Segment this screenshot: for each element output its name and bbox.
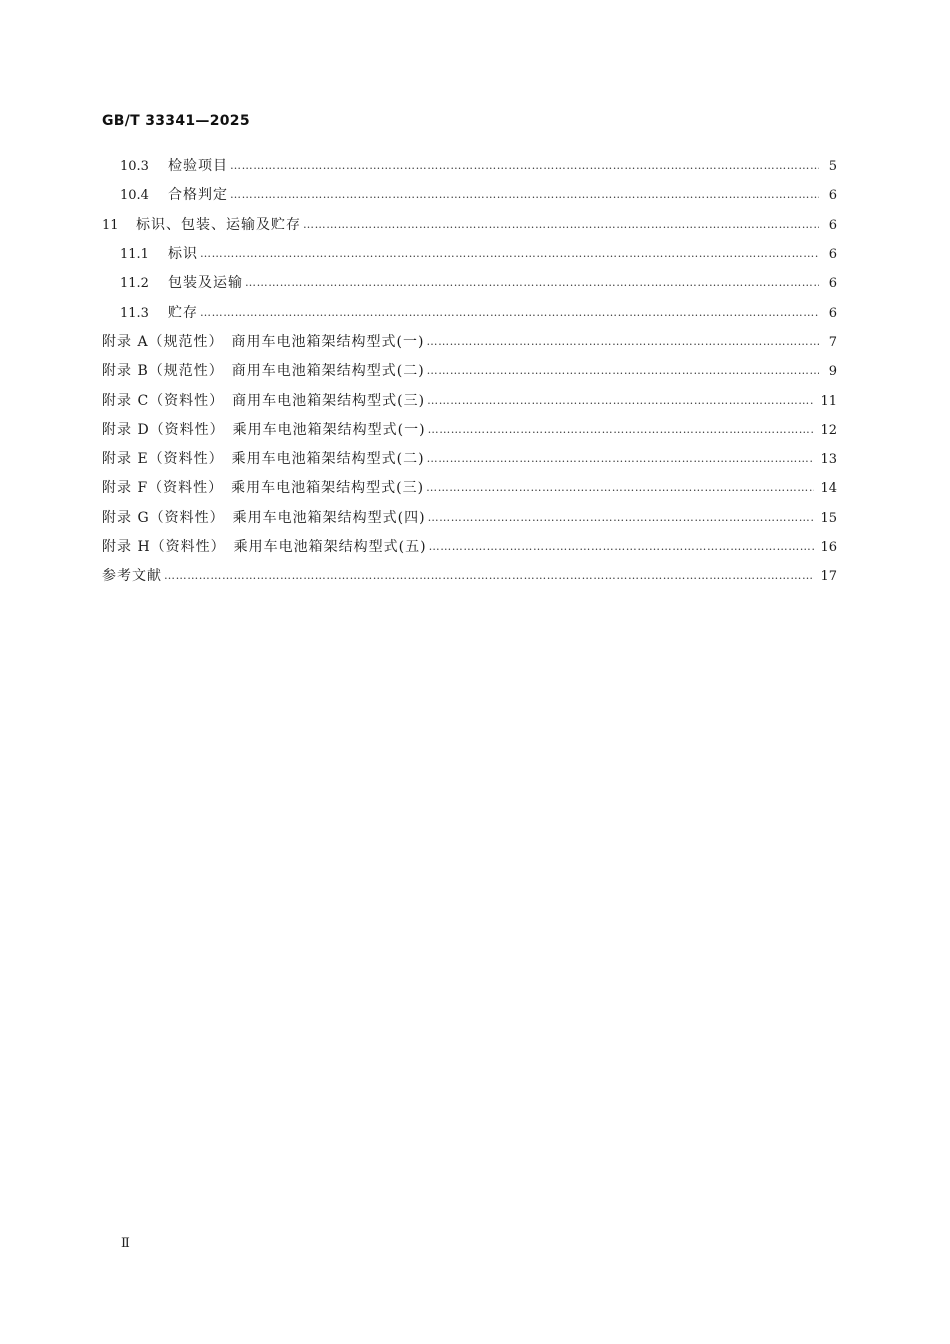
toc-entry-title: 附录 G（资料性） 乘用车电池箱架结构型式(四) (102, 509, 426, 526)
toc-entry-appendix[interactable] (102, 357, 837, 386)
toc-entry-appendix[interactable] (102, 416, 837, 445)
toc-entry-appendix[interactable] (102, 504, 837, 533)
toc-entry-title: 标识、包装、运输及贮存 (136, 216, 301, 233)
toc-entry-title: 附录 H（资料性） 乘用车电池箱架结构型式(五) (102, 539, 427, 555)
toc-entry-title: 合格判定 (168, 187, 228, 204)
toc-entry-title: 附录 E（资料性） 乘用车电池箱架结构型式(二) (102, 451, 425, 468)
toc-entry-title: 包装及运输 (168, 275, 243, 292)
toc-entry-title: 标识 (168, 246, 198, 263)
toc-entry-page: 13 (820, 452, 837, 468)
toc-entry-page: 14 (820, 481, 837, 497)
toc-leader-dots (164, 561, 814, 590)
toc-entry-number: 10.3 (120, 159, 149, 175)
toc-entry-number: 11 (102, 217, 119, 233)
toc-entry-page: 6 (828, 276, 837, 292)
toc-leader-dots (427, 444, 815, 473)
toc-entry[interactable] (102, 298, 837, 327)
toc-entry-page: 5 (828, 159, 837, 175)
toc-leader-dots (426, 473, 814, 502)
toc-entry-page: 6 (828, 305, 837, 321)
toc-leader-dots (427, 356, 819, 385)
toc-entry-appendix[interactable] (102, 533, 837, 562)
toc-entry-number: 11.2 (120, 276, 149, 292)
toc-entry-appendix[interactable] (102, 328, 837, 357)
toc-entry-page: 15 (820, 510, 837, 526)
page-number: Ⅱ (121, 1236, 130, 1251)
toc-entry-page: 6 (828, 247, 837, 263)
toc-entry-page: 17 (820, 569, 837, 585)
toc-entry-title: 检验项目 (168, 158, 228, 175)
toc-entry-page: 9 (828, 364, 837, 380)
toc-entry[interactable] (102, 211, 837, 240)
toc-entry-references[interactable] (102, 562, 837, 591)
toc-entry[interactable] (102, 152, 837, 181)
toc-entry[interactable] (102, 240, 837, 269)
toc-entry-title: 贮存 (168, 304, 198, 321)
toc-entry-appendix[interactable] (102, 386, 837, 415)
toc-entry-title: 参考文献 (102, 568, 162, 585)
toc-entry[interactable] (102, 181, 837, 210)
toc-entry-number: 10.4 (120, 188, 149, 204)
toc-leader-dots (200, 239, 819, 268)
toc-entry[interactable] (102, 269, 837, 298)
toc-entry-title: 附录 B（规范性） 商用车电池箱架结构型式(二) (102, 363, 425, 380)
toc-entry-number: 11.3 (120, 305, 149, 321)
toc-entry-appendix[interactable] (102, 474, 837, 503)
toc-entry-page: 6 (828, 217, 837, 233)
toc-leader-dots (429, 532, 815, 561)
toc-leader-dots (426, 327, 819, 356)
toc-entry-page: 16 (820, 540, 837, 555)
toc-leader-dots (427, 386, 814, 415)
toc-entry-title: 附录 A（规范性） 商用车电池箱架结构型式(一) (102, 333, 425, 350)
toc-entry-page: 12 (820, 422, 837, 438)
toc-leader-dots (245, 268, 819, 297)
toc-leader-dots (230, 180, 819, 209)
toc-entry-appendix[interactable] (102, 445, 837, 474)
toc-leader-dots (428, 503, 815, 532)
toc-leader-dots (428, 415, 815, 444)
table-of-contents (102, 152, 837, 591)
toc-entry-page: 6 (828, 188, 837, 204)
toc-leader-dots (230, 151, 819, 180)
toc-leader-dots (303, 210, 819, 239)
toc-entry-page: 7 (828, 334, 837, 350)
toc-entry-title: 附录 D（资料性） 乘用车电池箱架结构型式(一) (102, 421, 426, 438)
toc-entry-title: 附录 C（资料性） 商用车电池箱架结构型式(三) (102, 392, 426, 409)
toc-leader-dots (200, 298, 819, 327)
standard-code: GB/T 33341—2025 (102, 113, 250, 129)
toc-entry-title: 附录 F（资料性） 乘用车电池箱架结构型式(三) (102, 480, 425, 497)
toc-entry-page: 11 (820, 393, 837, 409)
toc-entry-number: 11.1 (120, 247, 149, 263)
